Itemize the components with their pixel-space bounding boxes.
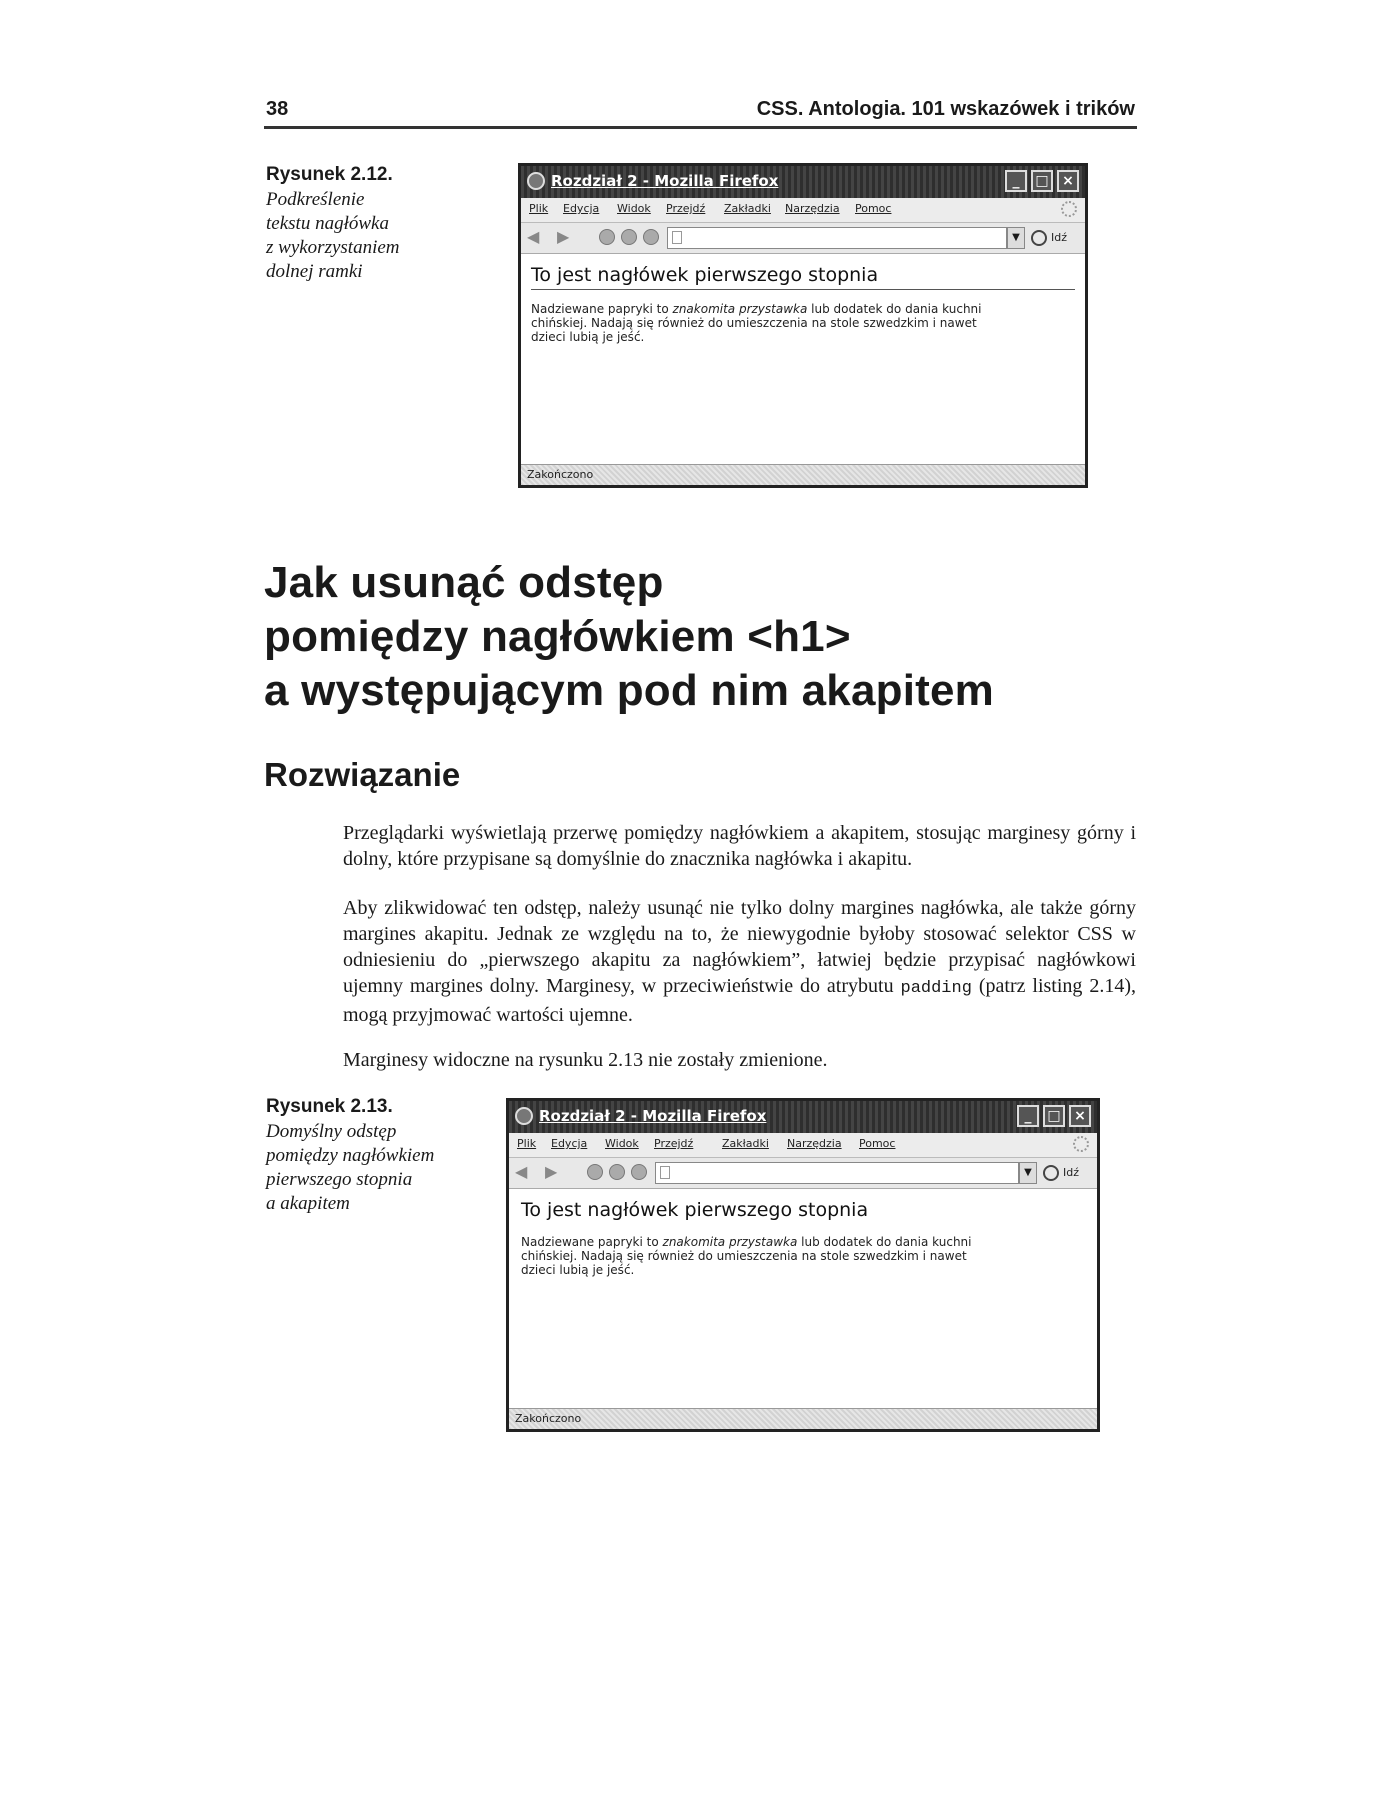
menu-item-przejdz: Przejdź [666, 202, 706, 215]
menu-item-przejdz: Przejdź [654, 1137, 694, 1150]
figure-label: Rysunek 2.12. [266, 164, 393, 185]
window-title: Rozdział 2 - Mozilla Firefox [551, 172, 779, 190]
address-bar [655, 1162, 1019, 1184]
menu-item-narzedzia: Narzędzia [787, 1137, 842, 1150]
forward-icon: ▶ [557, 227, 570, 246]
menu-item-zakladki: Zakładki [724, 202, 771, 215]
browser-screenshot-2 [506, 1098, 1100, 1432]
chevron-down-icon: ▼ [1019, 1162, 1037, 1184]
page-number: 38 [266, 98, 289, 120]
menu-item-widok: Widok [605, 1137, 639, 1150]
home-icon [631, 1164, 647, 1180]
figure-caption-2 [266, 1096, 466, 1216]
navigation-toolbar [509, 1158, 1097, 1189]
reload-icon [599, 229, 615, 245]
throbber-icon [1061, 201, 1077, 217]
stop-icon [609, 1164, 625, 1180]
section-heading: Jak usunąć odstęp pomiędzy nagłówkiem <h1> a występującym pod nim akapitem [264, 558, 994, 715]
menu-item-widok: Widok [617, 202, 651, 215]
page-paragraph: Nadziewane papryki to znakomita przystawka lub dodatek do dania kuchni chińskiej. Nadają się również do umieszczenia na stole szwedzkim i nawet dzieci lubią je jeść. [531, 302, 982, 344]
minimize-icon: _ [1005, 170, 1027, 192]
go-label: Idź [1063, 1166, 1080, 1179]
go-icon [1031, 230, 1047, 246]
window-title: Rozdział 2 - Mozilla Firefox [539, 1107, 767, 1125]
maximize-icon: □ [1031, 170, 1053, 192]
browser-content [509, 1189, 1097, 1409]
page-header [264, 96, 1137, 129]
page-icon [660, 1166, 670, 1179]
menu-bar [521, 198, 1085, 223]
page-paragraph: Nadziewane papryki to znakomita przystawka lub dodatek do dania kuchni chińskiej. Nadają się również do umieszczenia na stole szwedzkim i nawet dzieci lubią je jeść. [521, 1235, 972, 1277]
figure-caption-text: Domyślny odstęp pomiędzy nagłówkiem pierwszego stopnia a akapitem [266, 1121, 435, 1214]
firefox-icon [527, 172, 545, 190]
minimize-icon: _ [1017, 1105, 1039, 1127]
go-icon [1043, 1165, 1059, 1181]
window-titlebar [509, 1101, 1097, 1133]
home-icon [643, 229, 659, 245]
status-bar [521, 464, 1085, 485]
back-icon: ◀ [515, 1162, 528, 1181]
emphasized-text: znakomita przystawka [662, 1235, 798, 1249]
emphasized-text: znakomita przystawka [672, 302, 808, 316]
body-paragraph-1: Przeglądarki wyświetlają przerwę pomiędzy nagłówkiem a akapitem, stosując marginesy górny i dolny, które przypisane są domyślnie do znacznika nagłówka i akapitu. [343, 822, 1136, 870]
menu-item-edycja: Edycja [551, 1137, 588, 1150]
menu-item-pomoc: Pomoc [855, 202, 892, 215]
figure-caption-text: Podkreślenie tekstu nagłówka z wykorzystaniem dolnej ramki [266, 189, 400, 282]
page-icon [672, 231, 682, 244]
chevron-down-icon: ▼ [1007, 227, 1025, 249]
figure-caption-1 [266, 164, 466, 284]
status-text: Zakończono [527, 468, 594, 481]
menu-item-plik: Plik [517, 1137, 537, 1150]
close-icon: × [1057, 170, 1079, 192]
menu-item-pomoc: Pomoc [859, 1137, 896, 1150]
menu-item-narzedzia: Narzędzia [785, 202, 840, 215]
running-title: CSS. Antologia. 101 wskazówek i trików [756, 98, 1135, 120]
figure-label: Rysunek 2.13. [266, 1096, 393, 1117]
menu-item-edycja: Edycja [563, 202, 600, 215]
stop-icon [621, 229, 637, 245]
browser-content [521, 254, 1085, 465]
body-paragraph-3: Marginesy widoczne na rysunku 2.13 nie zostały zmienione. [343, 1049, 828, 1071]
address-bar [667, 227, 1007, 249]
close-icon: × [1069, 1105, 1091, 1127]
browser-screenshot-1 [518, 163, 1088, 488]
page-heading: To jest nagłówek pierwszego stopnia [531, 264, 1075, 290]
forward-icon: ▶ [545, 1162, 558, 1181]
menu-item-zakladki: Zakładki [722, 1137, 769, 1150]
menu-item-plik: Plik [529, 202, 549, 215]
maximize-icon: □ [1043, 1105, 1065, 1127]
body-paragraph-2: Aby zlikwidować ten odstęp, należy usunąć nie tylko dolny margines nagłówka, ale także górny margines akapitu. Jednak ze względu na to, że niewygodnie byłoby stosować selektor CSS w odniesieniu do „pierwszego akapitu za nagłówkiem”, łatwiej będzie przypisać nagłówkowi ujemny margines dolny. Marginesy, w przeciwieństwie do atrybutu padding (patrz listing 2.14), mogą przyjmować wartości ujemne. [343, 897, 1136, 1026]
inline-code: padding [900, 979, 972, 998]
window-titlebar [521, 166, 1085, 198]
go-label: Idź [1051, 231, 1068, 244]
page-heading: To jest nagłówek pierwszego stopnia [521, 1199, 869, 1221]
menu-bar [509, 1133, 1097, 1158]
status-text: Zakończono [515, 1412, 582, 1425]
navigation-toolbar [521, 223, 1085, 254]
back-icon: ◀ [527, 227, 540, 246]
firefox-icon [515, 1107, 533, 1125]
throbber-icon [1073, 1136, 1089, 1152]
reload-icon [587, 1164, 603, 1180]
subheading: Rozwiązanie [264, 756, 461, 793]
status-bar [509, 1408, 1097, 1429]
